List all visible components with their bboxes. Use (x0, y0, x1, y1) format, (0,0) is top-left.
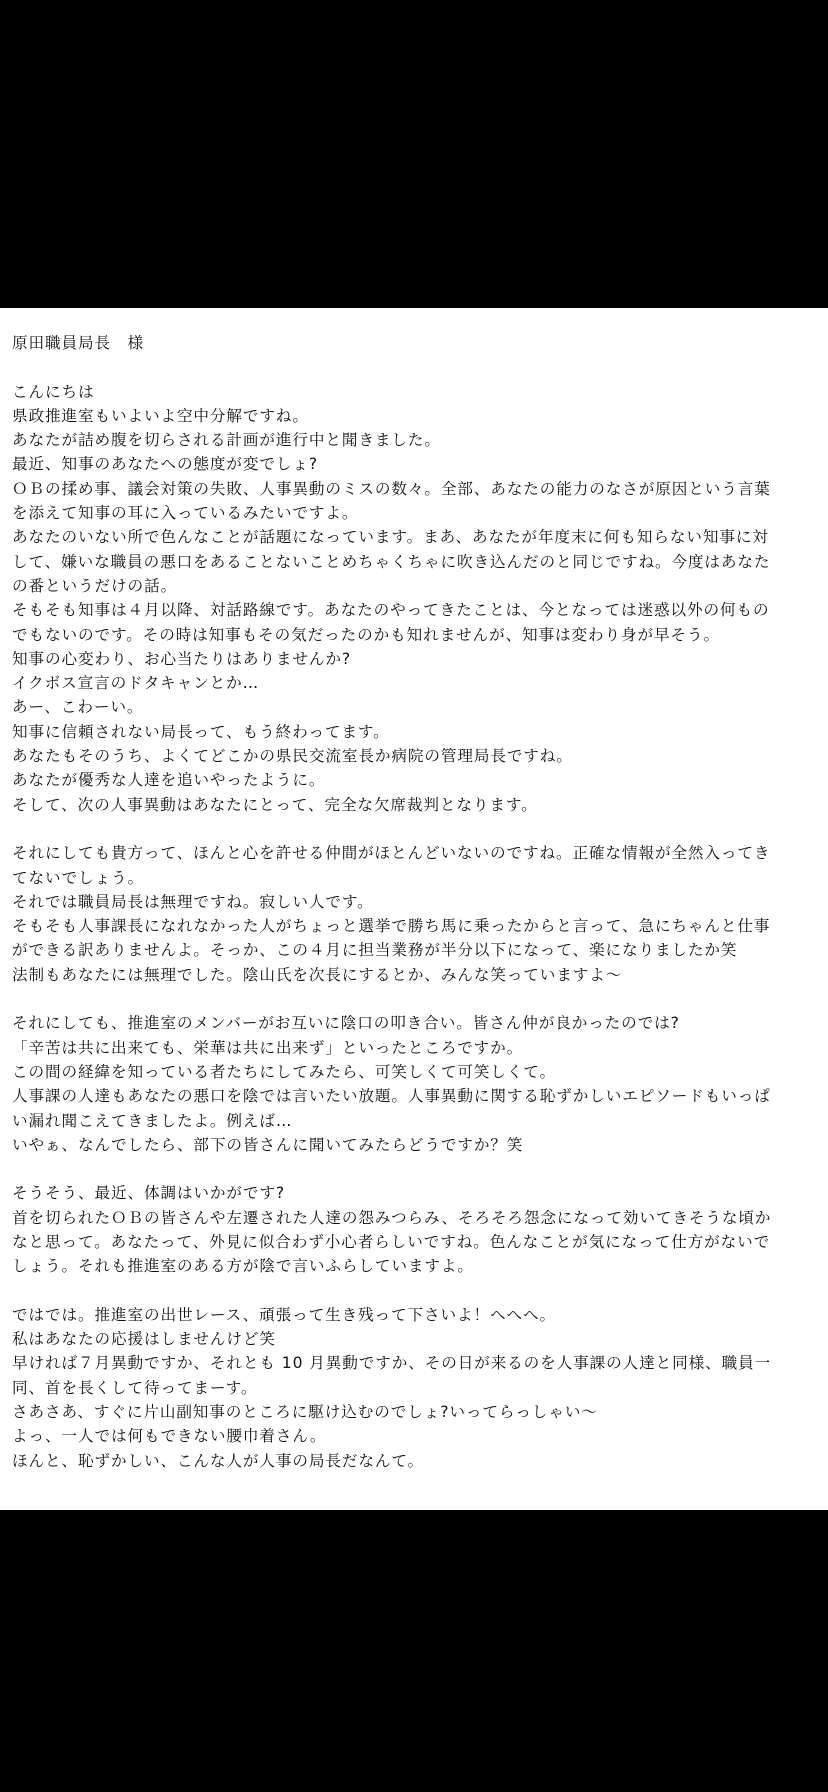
letter-line: この間の経緯を知っている者たちにしてみたら、可笑しくて可笑しくて。 (12, 1062, 556, 1081)
letter-line: 法制もあなたには無理でした。陰山氏を次長にするとか、みんな笑っていますよ〜 (12, 965, 623, 984)
letter-line: 同、首を長くして待ってまーす。 (12, 1378, 258, 1397)
letter-line: して、嫌いな職員の悪口をあることないことめちゃくちゃに吹き込んだのと同じですね。今度はあなた (12, 552, 771, 571)
letter-line: ではでは。推進室の出世レース、頑張って生き残って下さいよ！へへへ。 (12, 1305, 556, 1324)
blank-line (12, 987, 816, 1011)
letter-line: 知事の心変わり、お心当たりはありませんか? (12, 649, 352, 668)
letter-line: 「辛苦は共に出来ても、栄華は共に出来ず」といったところですか。 (12, 1038, 524, 1057)
letter-line: それにしても、推進室のメンバーがお互いに陰口の叩き合い。皆さん仲が良かったのでは? (12, 1014, 680, 1033)
letter-line: ができる訳ありませんよ。そっか、この４月に担当業務が半分以下になって、楽になりましたか笑 (12, 941, 738, 960)
letter-line: でもないのです。その時は知事もその気だったのかも知れませんが、知事は変わり身が早そう。 (12, 625, 720, 644)
blank-line (12, 355, 816, 379)
letter-line: てないでしょう。 (12, 868, 144, 887)
letter-line: あなたが優秀な人達を追いやったように。 (12, 771, 326, 790)
letter-line: ほんと、恥ずかしい、こんな人が人事の局長だなんて。 (12, 1451, 425, 1470)
letter-line: あなたもそのうち、よくてどこかの県民交流室長か病院の管理局長ですね。 (12, 747, 573, 766)
letter-line: イクボス宣言のドタキャンとか… (12, 674, 260, 693)
letter-paragraph (12, 1011, 816, 1157)
letter-line: い漏れ聞こえてきましたよ。例えば… (12, 1111, 293, 1130)
blank-line (12, 817, 816, 841)
letter-line: そもそも人事課長になれなかった人がちょっと選挙で勝ち馬に乗ったからと言って、急にちゃんと仕事 (12, 917, 771, 936)
blank-line (12, 1157, 816, 1181)
letter-line: あー、こわーい。 (12, 698, 144, 717)
letter-paragraph (12, 1303, 816, 1473)
letter-line: それでは職員局長は無理ですね。寂しい人です。 (12, 892, 374, 911)
letter-line: こんにちは (12, 382, 95, 401)
letter-line: そうそう、最近、体調はいかがです? (12, 1184, 286, 1203)
blank-line (12, 1279, 816, 1303)
letter-line: を添えて知事の耳に入っているみたいですよ。 (12, 504, 359, 523)
letter-line: あなたが詰め腹を切らされる計画が進行中と聞きました。 (12, 431, 441, 450)
letter-line: 知事に信頼されない局長って、もう終わってます。 (12, 722, 390, 741)
letter-line: 私はあなたの応援はしませんけど笑 (12, 1330, 276, 1349)
letter-line: 首を切られたＯＢの皆さんや左遷された人達の怨みつらみ、そろそろ怨念になって効いてきそうな頃か (12, 1208, 772, 1227)
letter-line: あなたのいない所で色んなことが話題になっています。まあ、あなたが年度末に何も知らない知事に対 (12, 528, 769, 547)
letter-line: 県政推進室もいよいよ空中分解ですね。 (12, 406, 309, 425)
letter-line: 人事課の人達もあなたの悪口を陰では言いたい放題。人事異動に関する恥ずかしいエピソードもいっぱ (12, 1087, 771, 1106)
letter-paragraph (12, 1181, 816, 1278)
letter-line: の番というだけの話。 (12, 576, 177, 595)
letter-salutation: 原田職員局長 様 (12, 334, 144, 352)
letter-line: いやぁ、なんでしたら、部下の皆さんに聞いてみたらどうですか？笑 (12, 1135, 524, 1154)
letter-body (12, 380, 816, 1473)
letter-line: よっ、一人では何もできない腰巾着さん。 (12, 1427, 327, 1446)
letter-line: 最近、知事のあなたへの態度が変でしょ? (12, 455, 319, 474)
letter-line: ＯＢの揉め事、議会対策の失敗、人事異動のミスの数々。全部、あなたの能力のなさが原因という言葉 (12, 479, 771, 498)
letter-line: そして、次の人事異動はあなたにとって、完全な欠席裁判となります。 (12, 795, 538, 814)
letter-line: しょう。それも推進室のある方が陰で言いふらしていますよ。 (12, 1257, 474, 1276)
letter-line: 早ければ７月異動ですか、それとも 10 月異動ですか、その日が来るのを人事課の人達と同様、職員一 (12, 1354, 772, 1373)
letter-line: それにしても貴方って、ほんと心を許せる仲間がほとんどいないのですね。正確な情報が全然入ってき (12, 844, 771, 863)
letter-paragraph (12, 841, 816, 987)
letter-document (0, 308, 828, 1510)
letter-line: なと思って。あなたって、外見に似合わず小心者らしいですね。色んなことが気になって仕方がないで (12, 1232, 771, 1251)
letter-line: さあさあ、すぐに片山副知事のところに駆け込むのでしょ?いってらっしゃい〜 (12, 1403, 598, 1422)
letter-line: そもそも知事は４月以降、対話路線です。あなたのやってきたことは、今となっては迷惑以外の何もの (12, 601, 770, 620)
letter-paragraph (12, 380, 816, 817)
